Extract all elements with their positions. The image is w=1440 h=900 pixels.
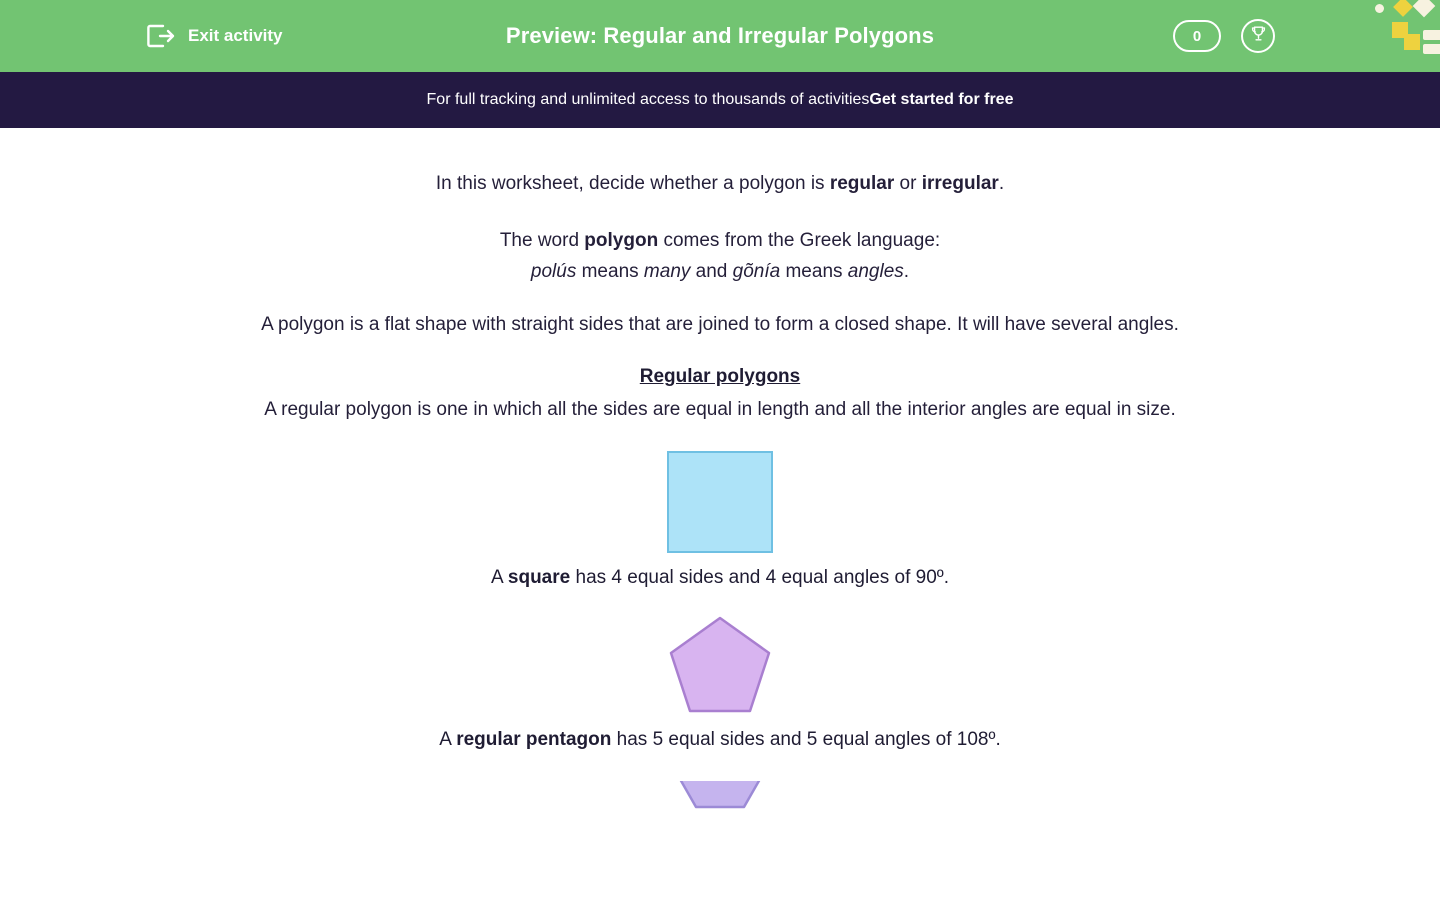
hexagon-shape (668, 781, 772, 821)
exit-activity-label: Exit activity (188, 26, 283, 45)
pentagon-caption (80, 725, 1360, 755)
square-caption-suffix: has 4 equal sides and 4 equal angles of 90º. (570, 567, 949, 588)
origin-italic-many: many (643, 261, 691, 282)
intro-bold-irregular: irregular (921, 173, 999, 194)
promo-banner (0, 72, 1440, 128)
intro-bold-regular: regular (829, 173, 895, 194)
score-badge[interactable] (1173, 20, 1221, 52)
page-title: Preview: Regular and Irregular Polygons (505, 23, 935, 48)
pentagon-caption-suffix: has 5 equal sides and 5 equal angles of 108º. (611, 729, 1001, 750)
trophy-icon (1249, 24, 1268, 48)
origin-italic-gonia: gõnía (732, 261, 781, 282)
regular-polygons-heading: Regular polygons (639, 366, 801, 387)
pentagon-caption-bold: regular pentagon (456, 729, 612, 750)
origin-italic-polus: polús (530, 261, 577, 282)
activity-top-bar (0, 0, 1440, 72)
greek-origin-paragraph (155, 225, 1285, 287)
decorative-corner-shapes (1370, 0, 1440, 72)
promo-text: For full tracking and unlimited access to thousands of activities (426, 91, 870, 108)
intro-paragraph (155, 168, 1285, 199)
origin-italic-angles: angles (847, 261, 904, 282)
origin-mid-3: means (780, 261, 848, 282)
origin-bold-polygon: polygon (584, 230, 659, 251)
regular-polygon-definition: A regular polygon is one in which all the sides are equal in length and all the interior angles are equal in size. (264, 399, 1176, 420)
square-caption-prefix: A (491, 567, 508, 588)
pentagon-shape-row (80, 619, 1360, 715)
score-value: 0 (1192, 27, 1202, 45)
pentagon-caption-prefix: A (439, 729, 457, 750)
intro-mid: or (894, 173, 922, 194)
worksheet-content (0, 128, 1440, 821)
pentagon-shape (668, 615, 772, 715)
exit-activity-button[interactable] (146, 23, 283, 49)
origin-mid-2: and (690, 261, 733, 282)
square-shape (667, 451, 773, 553)
trophy-button[interactable] (1241, 19, 1275, 53)
intro-prefix: In this worksheet, decide whether a polygon is (435, 173, 830, 194)
hexagon-shape-row (80, 781, 1360, 821)
origin-prefix: The word (499, 230, 585, 251)
square-shape-row (80, 451, 1360, 553)
promo-cta-link[interactable]: Get started for free (869, 91, 1014, 108)
intro-suffix: . (998, 173, 1005, 194)
square-caption-bold: square (507, 567, 571, 588)
square-caption (80, 563, 1360, 593)
polygon-definition: A polygon is a flat shape with straight sides that are joined to form a closed shape. It will have several angles. (261, 314, 1179, 335)
topbar-right-group (1173, 19, 1275, 53)
origin-suffix: comes from the Greek language: (658, 230, 941, 251)
origin-period: . (903, 261, 910, 282)
exit-arrow-icon (146, 23, 176, 49)
origin-mid-1: means (576, 261, 644, 282)
